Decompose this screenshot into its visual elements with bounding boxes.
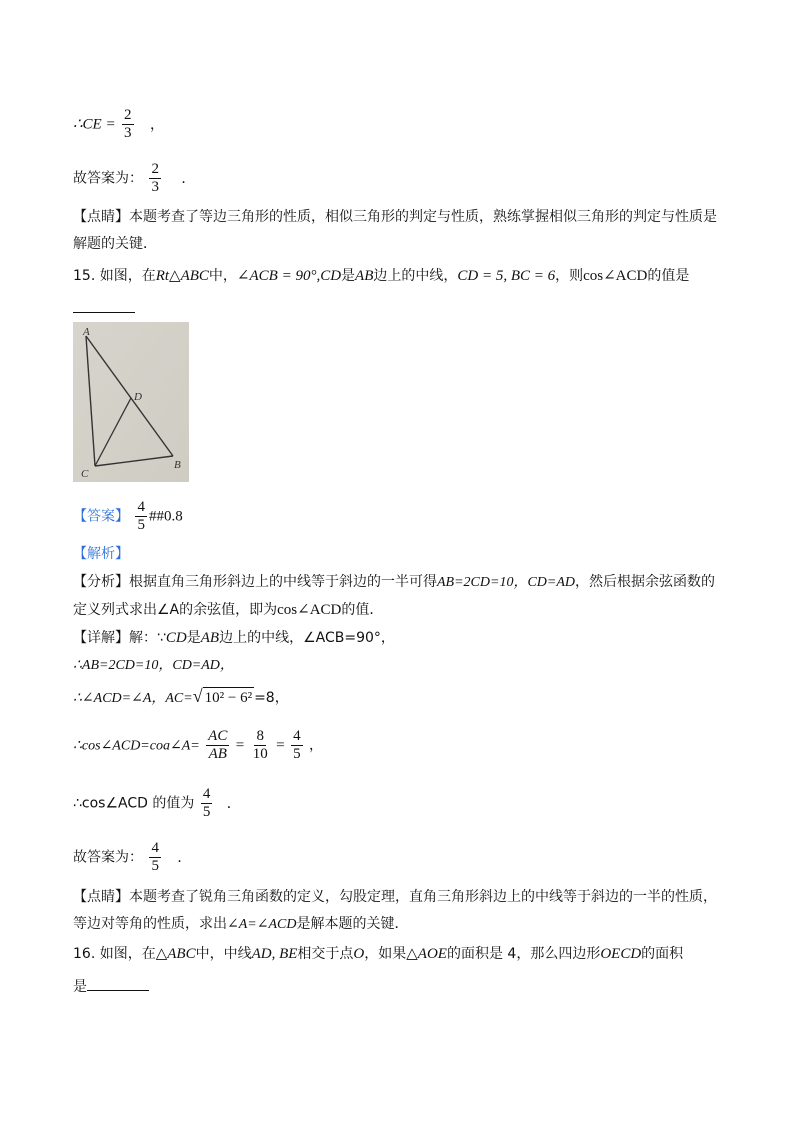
fraction-4-5: $\frac{4}{5}$ [293,728,301,762]
q15-cos: cos∠ACD [583,268,648,284]
q15-final-answer [73,840,191,875]
q15-answer [73,499,183,534]
q14-answer-suffix: ． [181,170,196,187]
step-3-text: ， [309,737,324,754]
q15-stem-text: 是 [341,268,356,284]
comment-text: 是解本题的关键． [296,916,409,932]
answer-fraction: $\frac{4}{5}$ [137,499,145,533]
q15-comment-line-2 [73,914,408,935]
q16-text: ，如果 [364,946,407,962]
q16-text: 的面积 [641,946,684,962]
fenxi-text: ，然后根据余弦函数的 [575,574,716,590]
q14-answer-line [73,161,195,196]
q15-comment-line-1: 【点睛】本题考查了锐角三角函数的定义，勾股定理，直角三角形斜边上的中线等于斜边的一半的性质， [73,889,717,905]
detail-text: 是 [186,630,201,646]
fenxi-text: 定义列式求出∠A的余弦值，即为 [73,602,278,618]
q16-answer-blank[interactable] [87,976,149,991]
q14-comment-line-1: 【点睛】本题考查了等边三角形的性质，相似三角形的判定与性质，熟练掌握相似三角形的判定与性质是 [73,209,717,225]
answer-tag: 【答案】 [73,508,129,525]
q15-ab: AB [355,268,374,284]
fenxi-line-1 [73,572,715,593]
q16-math: O [353,946,365,962]
step-4 [73,786,241,821]
fenxi-text: 的值． [341,602,384,618]
q15-stem-text: 15. 如图，在 [73,268,156,284]
equals: = [235,737,245,754]
fenxi-text: 【分析】根据直角三角形斜边上的中线等于斜边的一半可得 [73,574,437,590]
final-text: 故答案为： [73,849,143,866]
q15-stem-text: 的值是 [647,268,690,284]
q15-angle: ∠ACB = 90°,CD [236,268,342,284]
q16-stem-line-2 [73,976,149,997]
analysis-tag: 【解析】 [73,546,129,562]
q16-text: 的面积是 4，那么四边形 [446,946,601,962]
label-c: C [81,468,89,480]
q15-stem-text: 中， [208,268,237,284]
q16-math: △AOE [406,946,447,962]
q16-text: 是 [73,979,87,995]
final-fraction: $\frac{4}{5}$ [151,840,159,874]
ce-fraction: $\frac{2}{3}$ [124,107,132,141]
step-4-fraction: $\frac{4}{5}$ [202,786,211,820]
detail-math: AB [200,630,220,646]
fraction-ac-ab: $\frac{AC}{AB}$ [208,728,228,762]
q14-comment-line-2: 解题的关键． [73,236,157,252]
label-a: A [83,326,90,338]
q16-text: 16. 如图，在 [73,946,156,962]
ce-suffix: ， [150,116,164,133]
ce-prefix: ∴CE = [73,116,116,133]
step-2-text: =8， [254,690,289,706]
step-4-text: ． [226,795,241,812]
comment-text: 等边对等角的性质，求出 [73,916,227,932]
equals: = [276,737,285,754]
step-1: ∴AB=2CD=10，CD=AD， [73,658,234,673]
q16-math: AD, BE [251,946,298,962]
step-2-text: ∴∠ACD=∠A，AC= [73,691,193,706]
final-text: ． [177,849,192,866]
sqrt-expression: 10² − 6² [203,687,254,708]
label-d: D [134,391,142,403]
step-2: ∴∠ACD=∠A，AC=√ 10² − 6² =8， [73,686,289,706]
q16-stem [73,944,683,964]
detail-text: 边上的中线，∠ACB=90°， [219,630,395,646]
q15-stem [73,266,689,286]
q14-answer-prefix: 故答案为： [73,170,143,187]
q15-answer-blank[interactable] [73,298,135,319]
q15-stem-text: 边上的中线， [373,268,458,284]
label-b: B [174,459,181,471]
q15-stem-text: ，则 [555,268,584,284]
q16-math: △ABC [155,946,196,962]
ce-equation [73,107,164,142]
q14-answer-fraction: $\frac{2}{3}$ [151,161,159,195]
q16-text: 中，中线 [195,946,252,962]
detail-math: CD [165,630,187,646]
step-4-text: ∴cos∠ACD 的值为 [73,795,195,812]
detail-text: 【详解】解：∵ [73,630,166,646]
triangle-figure [73,322,189,482]
q15-values: CD = 5, BC = 6 [457,268,556,284]
q15-triangle: Rt△ABC [155,268,209,284]
step-3 [73,728,323,763]
comment-math: ∠A=∠ACD [227,917,297,932]
q16-math: OECD [600,946,642,962]
q16-text: 相交于点 [297,946,354,962]
step-3-text: ∴cos∠ACD=coa∠A= [73,738,200,754]
fenxi-math: cos∠ACD [277,602,342,618]
fraction-8-10: $\frac{8}{10}$ [252,728,268,762]
answer-alt: ##0.8 [148,508,183,525]
fenxi-line-2 [73,600,383,620]
detail-line [73,628,395,648]
fenxi-math: AB=2CD=10，CD=AD [437,575,576,590]
